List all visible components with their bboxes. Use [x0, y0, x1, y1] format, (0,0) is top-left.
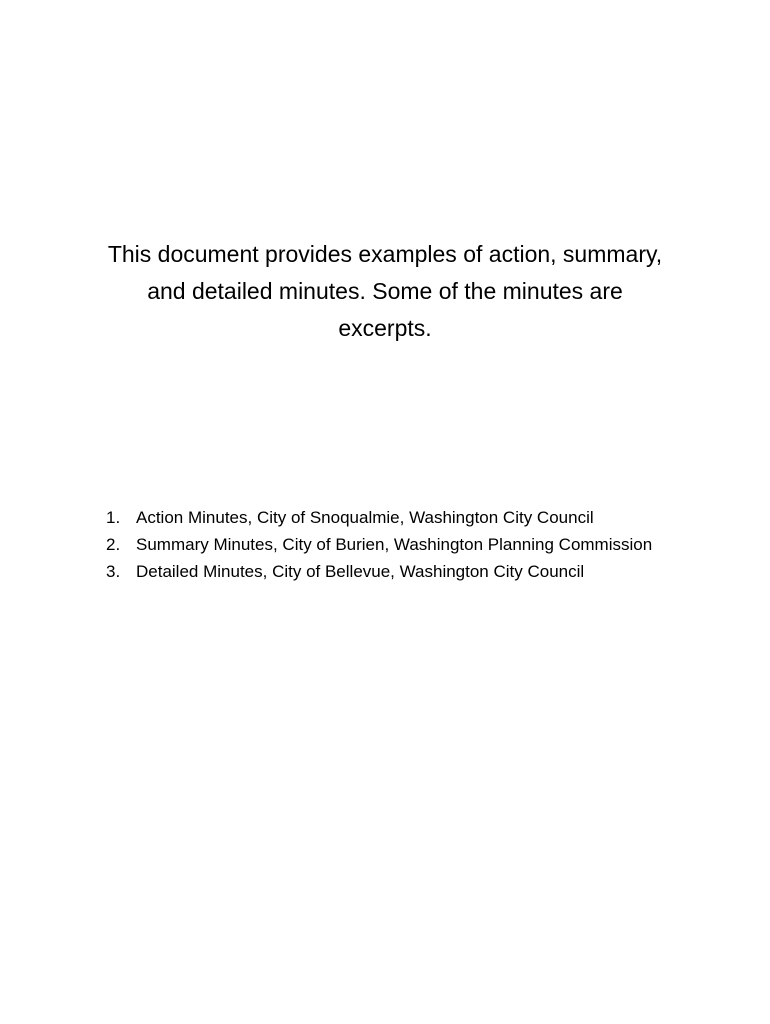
intro-paragraph: This document provides examples of action, summary, and detailed minutes. Some of the minutes are excerpts.: [107, 241, 663, 341]
list-item-text: Summary Minutes, City of Burien, Washington Planning Commission: [136, 535, 653, 554]
list-item-number: 3.: [106, 562, 121, 581]
list-item-text: Detailed Minutes, City of Bellevue, Washington City Council: [136, 562, 585, 581]
list-item: [106, 531, 706, 558]
list-item-text: Action Minutes, City of Snoqualmie, Washington City Council: [136, 508, 594, 527]
contents-list: [106, 504, 706, 585]
list-item: [106, 504, 706, 531]
list-item-number: 2.: [106, 535, 121, 554]
list-item: [106, 558, 706, 585]
list-item-number: 1.: [106, 508, 121, 527]
